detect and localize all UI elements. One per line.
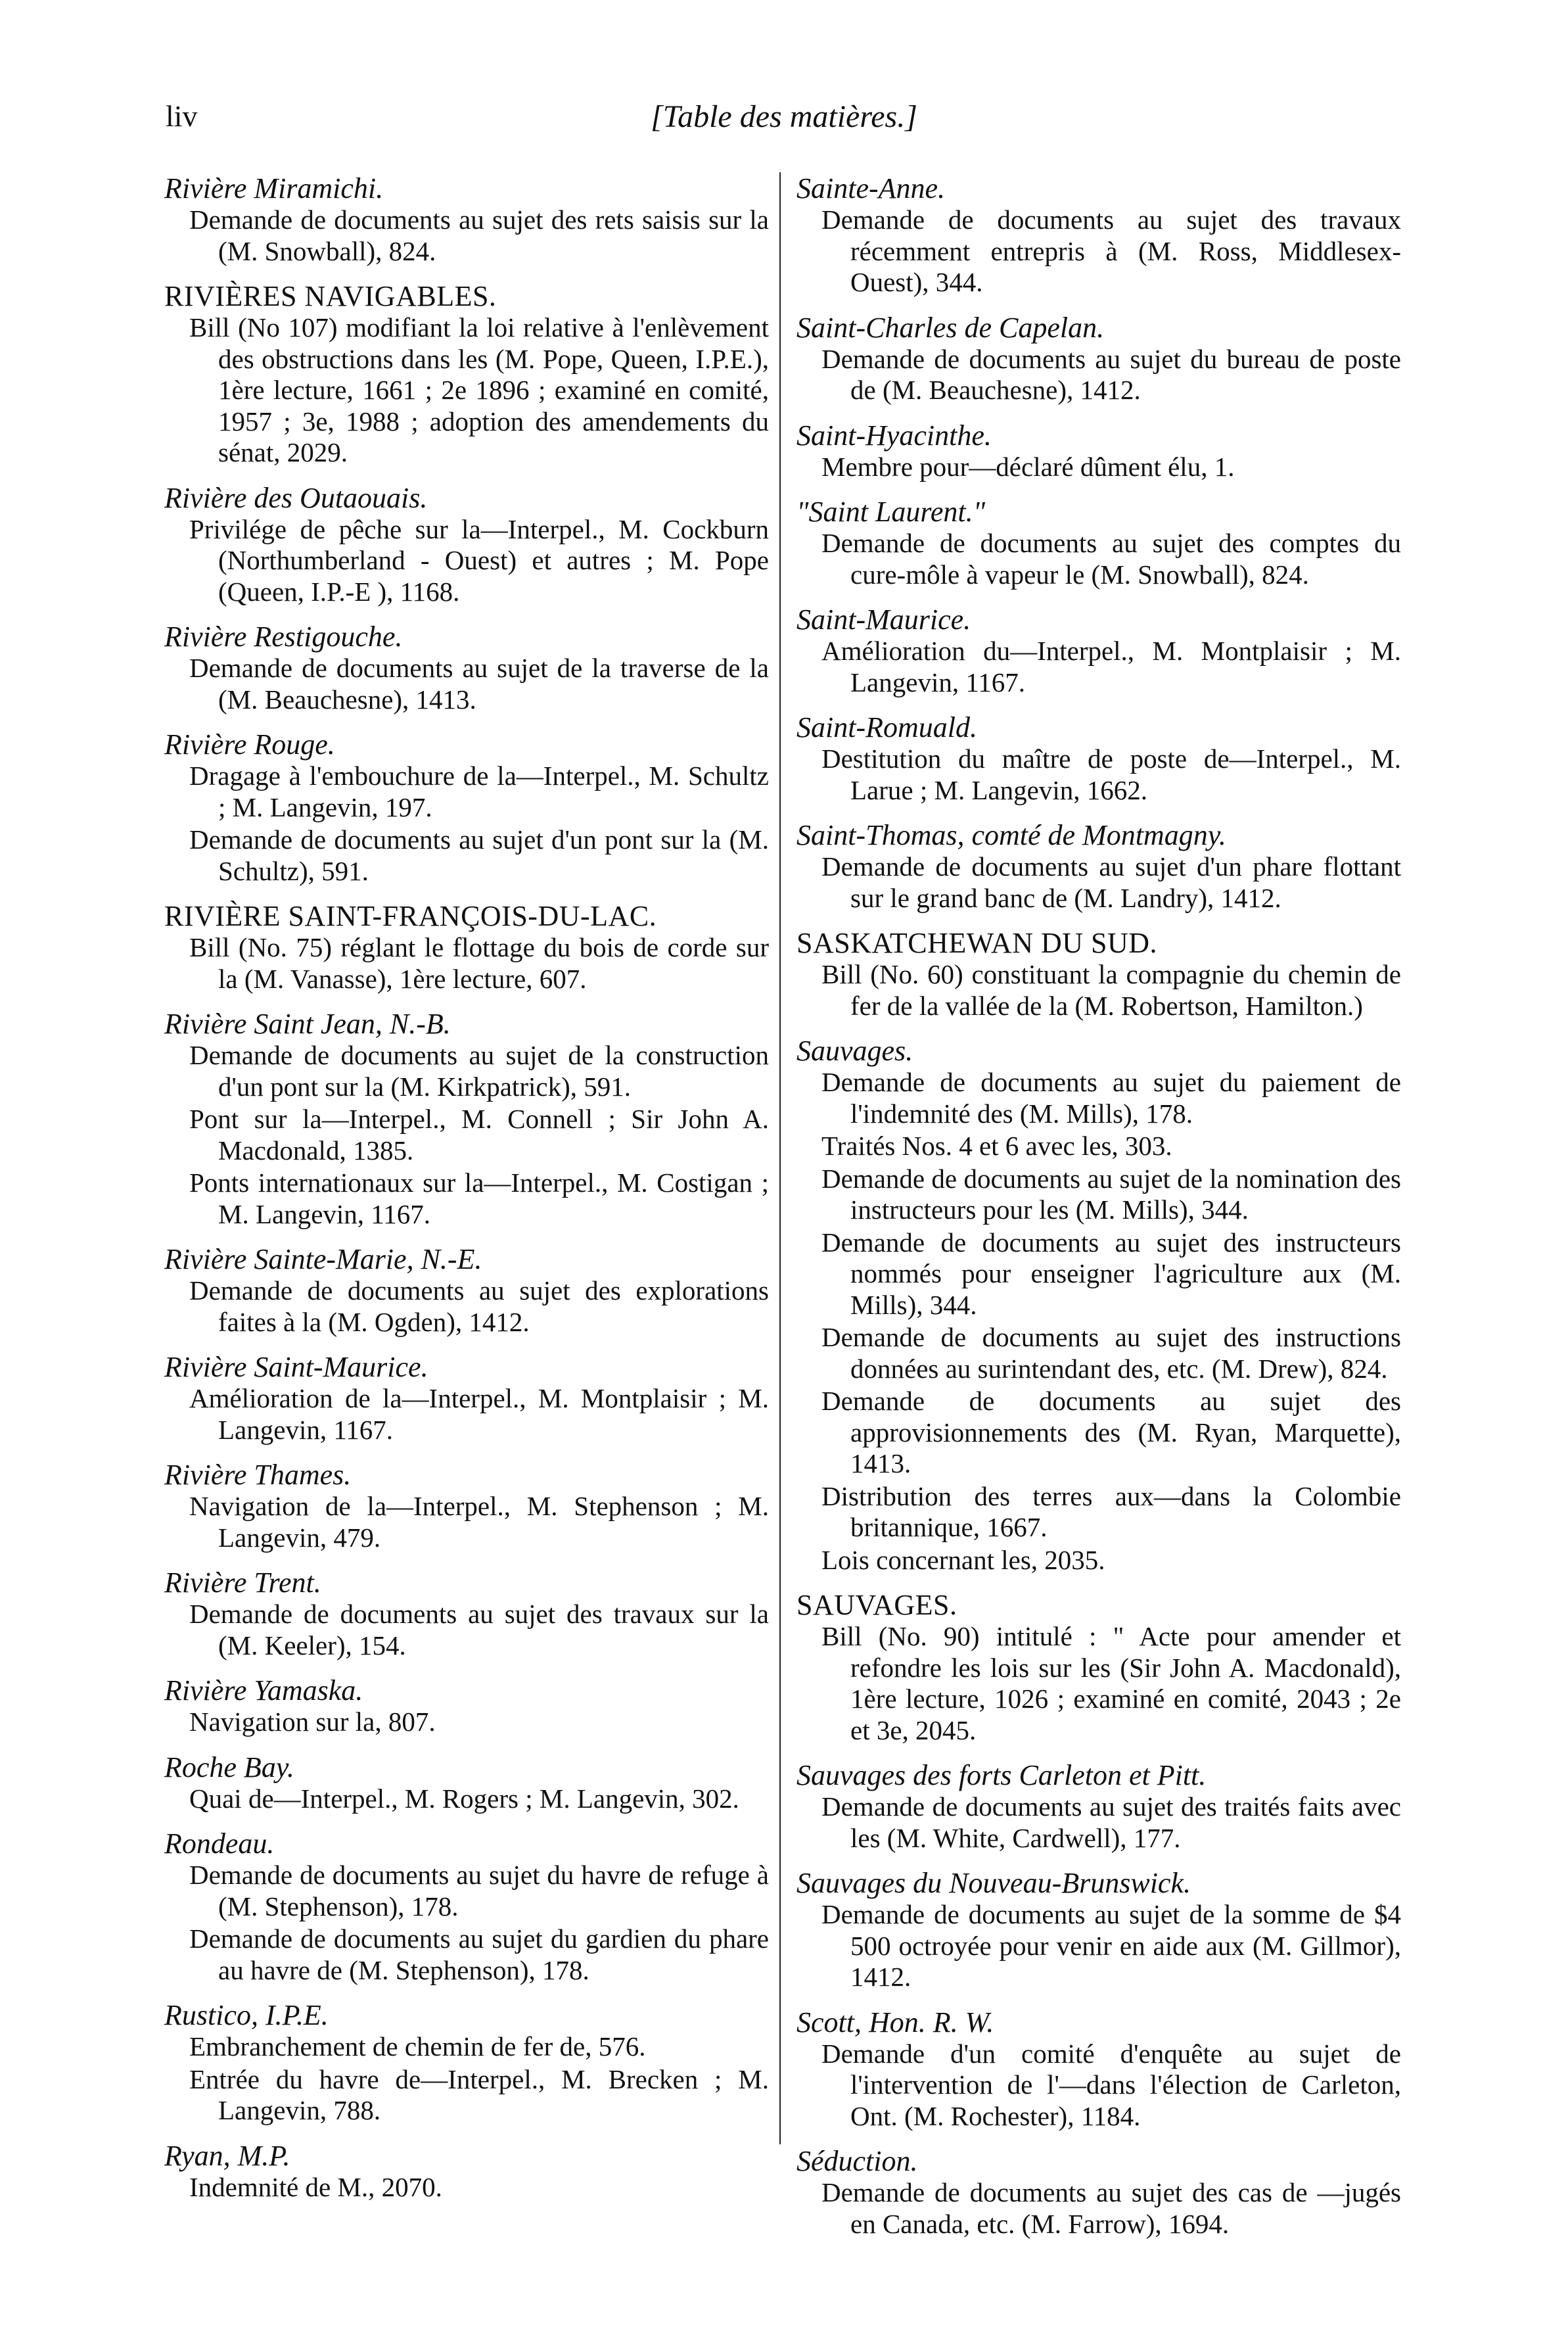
entry-subitem: Demande de documents au sujet d'un pont sur la (M. Schultz), 591. (189, 824, 769, 886)
entry-heading: "Saint Laurent." (796, 496, 986, 528)
entry-subitem: Demande de documents au sujet du gardien du phare au havre de (M. Stephenson), 178. (189, 1923, 769, 1985)
entry-subitem: Amélioration de la—Interpel., M. Montplaisir ; M. Langevin, 1167. (189, 1383, 769, 1445)
entry-heading: Sauvages. (796, 1035, 913, 1067)
entry-subitem: Membre pour—déclaré dûment élu, 1. (821, 451, 1235, 482)
entry-subitem: Ponts internationaux sur la—Interpel., M. Costigan ; M. Langevin, 1167. (189, 1167, 769, 1229)
index-entry (164, 1999, 769, 2127)
entry-heading: Séduction. (796, 2145, 918, 2177)
entry-heading: Rivière Trent. (164, 1566, 321, 1599)
entry-subitem: Demande de documents au sujet des rets saisis sur la (M. Snowball), 824. (189, 204, 769, 266)
entry-subitem: Pont sur la—Interpel., M. Connell ; Sir John A. Macdonald, 1385. (189, 1104, 769, 1166)
entry-subitem: Destitution du maître de poste de—Interpel., M. Larue ; M. Langevin, 1662. (821, 743, 1401, 805)
entry-heading: Ryan, M.P. (164, 2139, 290, 2172)
index-entry (164, 280, 769, 469)
entry-heading: Rivière Saint-Maurice. (164, 1351, 428, 1383)
entry-subitem: Dragage à l'embouchure de la—Interpel., M. Schultz ; M. Langevin, 197. (189, 761, 769, 822)
index-entry (796, 312, 1401, 406)
index-entry (164, 482, 769, 608)
entry-heading: Saint-Maurice. (796, 603, 971, 636)
entry-subitem: Embranchement de chemin de fer de, 576. (189, 2031, 646, 2061)
entry-heading: Rivière Rouge. (164, 728, 335, 761)
index-entry (796, 819, 1401, 914)
entry-subitem: Indemnité de M., 2070. (189, 2171, 442, 2202)
entry-subitem: Demande de documents au sujet des instructeurs nommés pour enseigner l'agriculture aux (M. Mills), 344. (821, 1227, 1401, 1320)
entry-subitem: Demande de documents au sujet du bureau de poste de (M. Beauchesne), 1412. (821, 343, 1401, 405)
entry-subitem: Demande de documents au sujet du havre de refuge à (M. Stephenson), 178. (189, 1860, 769, 1921)
entry-heading: Rivière des Outaouais. (164, 481, 428, 514)
index-entry (164, 621, 769, 715)
entry-heading: Sauvages du Nouveau-Brunswick. (796, 1867, 1191, 1899)
entry-heading: Rivière Saint Jean, N.-B. (164, 1008, 451, 1040)
entry-heading: Rivière Sainte-Marie, N.-E. (164, 1243, 482, 1275)
entry-heading: Sauvages des forts Carleton et Pitt. (796, 1759, 1207, 1791)
entry-subitem: Demande de documents au sujet du paiement de l'indemnité des (M. Mills), 178. (821, 1067, 1401, 1129)
entry-heading: Rivière Thames. (164, 1459, 352, 1491)
entry-heading: Saint-Romuald. (796, 711, 977, 743)
index-entry (796, 2145, 1401, 2240)
entry-heading: Scott, Hon. R. W. (796, 2006, 994, 2038)
entry-subitem: Demande de documents au sujet de la somme de $4 500 octroyée pour venir en aide aux (M. Gillmor), 1412. (821, 1899, 1401, 1992)
index-entry (164, 1751, 769, 1815)
entry-subitem: Demande de documents au sujet des comptes du cure-môle à vapeur le (M. Snowball), 824. (821, 528, 1401, 590)
entry-subitem: Traités Nos. 4 et 6 avec les, 303. (821, 1131, 1172, 1161)
index-entry (796, 603, 1401, 698)
index-entry (164, 1566, 769, 1661)
entry-heading: Rivière Restigouche. (164, 621, 403, 653)
entry-subitem: Bill (No. 90) intitulé : " Acte pour amender et refondre les lois sur les (Sir John A. Macdonald), 1ère lecture, 1026 ; examiné en comité, 2043 ; 2e et 3e, 2045. (821, 1621, 1401, 1745)
entry-subitem: Navigation de la—Interpel., M. Stephenson ; M. Langevin, 479. (189, 1491, 769, 1553)
entry-heading: Saint-Thomas, comté de Montmagny. (796, 819, 1226, 851)
entry-subitem: Demande de documents au sujet de la nomination des instructeurs pour les (M. Mills), 344. (821, 1163, 1401, 1225)
entry-subitem: Distribution des terres aux—dans la Colombie britannique, 1667. (821, 1480, 1401, 1542)
entry-heading: SAUVAGES. (796, 1589, 957, 1621)
entry-subitem: Bill (No 107) modifiant la loi relative à l'enlèvement des obstructions dans les (M. Pope, Queen, I.P.E.), 1ère lecture, 1661 ; 2e 1896 ; examiné en comité, 1957 ; 3e, 1988 ; adoption des amendements du sénat, 2029. (189, 312, 769, 467)
index-entry (164, 728, 769, 887)
entry-subitem: Entrée du havre de—Interpel., M. Brecken ; M. Langevin, 788. (189, 2063, 769, 2125)
running-title: [Table des matières.] (651, 99, 917, 134)
entry-heading: Rivière Miramichi. (164, 172, 384, 204)
index-entry (796, 927, 1401, 1022)
entry-heading: Saint-Charles de Capelan. (796, 311, 1105, 344)
index-entry (796, 2006, 1401, 2132)
entry-subitem: Demande d'un comité d'enquête au sujet de l'intervention de l'—dans l'élection de Carleton, Ont. (M. Rochester), 1184. (821, 2038, 1401, 2131)
index-entry (164, 1351, 769, 1446)
index-entry (164, 1827, 769, 1986)
entry-subitem: Demande de documents au sujet des explorations faites à la (M. Ogden), 1412. (189, 1275, 769, 1337)
entry-subitem: Demande de documents au sujet des travaux récemment entrepris à (M. Ross, Middlesex-Ouest), 344. (821, 204, 1401, 297)
entry-subitem: Demande de documents au sujet de la construction d'un pont sur la (M. Kirkpatrick), 591. (189, 1040, 769, 1102)
index-entry (796, 711, 1401, 806)
index-entry (164, 1674, 769, 1738)
page-number: liv (166, 99, 198, 133)
index-entry (164, 1008, 769, 1230)
index-entry (164, 1243, 769, 1338)
index-entry (796, 1589, 1401, 1746)
entry-subitem: Demande de documents au sujet des travaux sur la (M. Keeler), 154. (189, 1599, 769, 1660)
index-entry (164, 172, 769, 267)
column-divider (779, 172, 781, 2144)
entry-subitem: Demande de documents au sujet des cas de —jugés en Canada, etc. (M. Farrow), 1694. (821, 2177, 1401, 2239)
entry-subitem: Bill (No. 60) constituant la compagnie du chemin de fer de la vallée de la (M. Robertson, Hamilton.) (821, 959, 1401, 1021)
entry-subitem: Demande de documents au sujet des traités faits avec les (M. White, Cardwell), 177. (821, 1791, 1401, 1853)
entry-heading: SASKATCHEWAN DU SUD. (796, 927, 1158, 959)
entry-heading: RIVIÈRES NAVIGABLES. (164, 280, 497, 312)
entry-heading: Saint-Hyacinthe. (796, 419, 992, 452)
index-entry (796, 496, 1401, 590)
entry-heading: RIVIÈRE SAINT-FRANÇOIS-DU-LAC. (164, 900, 657, 932)
entry-subitem: Demande de documents au sujet des approvisionnements des (M. Ryan, Marquette), 1413. (821, 1386, 1401, 1478)
entry-subitem: Lois concernant les, 2035. (821, 1544, 1105, 1575)
entry-subitem: Amélioration du—Interpel., M. Montplaisir ; M. Langevin, 1167. (821, 636, 1401, 697)
index-entry (796, 172, 1401, 298)
index-entry (164, 2140, 769, 2203)
entry-heading: Roche Bay. (164, 1751, 294, 1783)
index-entry (164, 900, 769, 995)
left-column (164, 172, 769, 2216)
entry-subitem: Quai de—Interpel., M. Rogers ; M. Langevin, 302. (189, 1783, 739, 1814)
index-entry (796, 419, 1401, 483)
entry-subitem: Demande de documents au sujet des instructions données au surintendant des, etc. (M. Drew), 824. (821, 1322, 1401, 1384)
index-entry (164, 1459, 769, 1553)
right-column (796, 172, 1401, 2253)
entry-subitem: Demande de documents au sujet de la traverse de la (M. Beauchesne), 1413. (189, 653, 769, 715)
entry-subitem: Bill (No. 75) réglant le flottage du bois de corde sur la (M. Vanasse), 1ère lecture, 607. (189, 932, 769, 994)
entry-heading: Rustico, I.P.E. (164, 1999, 329, 2031)
index-entry (796, 1035, 1401, 1576)
entry-heading: Rivière Yamaska. (164, 1674, 363, 1707)
entry-subitem: Privilége de pêche sur la—Interpel., M. Cockburn (Northumberland - Ouest) et autres ; M. Pope (Queen, I.P.-E ), 1168. (189, 513, 769, 607)
index-entry (796, 1867, 1401, 1993)
entry-heading: Rondeau. (164, 1827, 275, 1860)
page-header (166, 99, 1402, 145)
index-entry (796, 1759, 1401, 1854)
entry-heading: Sainte-Anne. (796, 172, 946, 204)
entry-subitem: Navigation sur la, 807. (189, 1707, 436, 1737)
entry-subitem: Demande de documents au sujet d'un phare flottant sur le grand banc de (M. Landry), 1412. (821, 851, 1401, 913)
